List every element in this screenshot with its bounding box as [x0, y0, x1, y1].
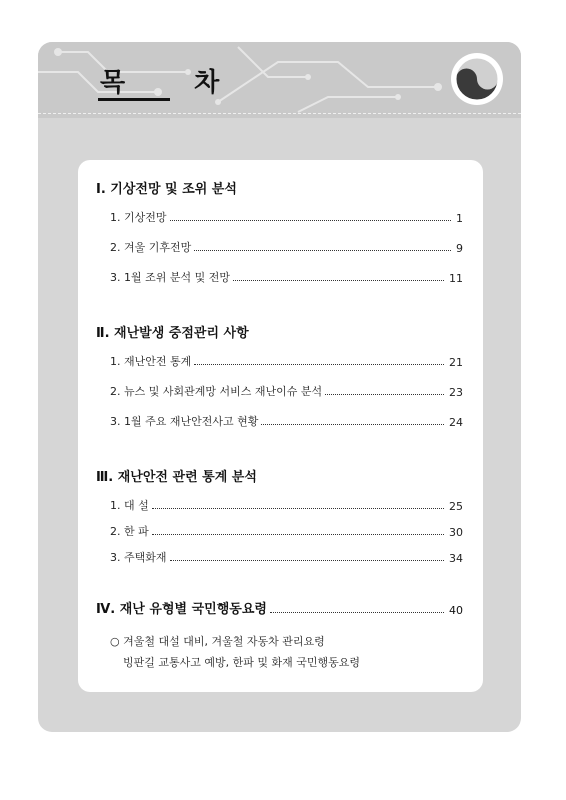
toc-entry-label: 1. 재난안전 통계	[110, 355, 192, 368]
toc-entry-page: 30	[449, 526, 463, 539]
toc-entry-page: 23	[449, 386, 463, 399]
toc-entry-label: 3. 주택화재	[110, 551, 167, 564]
header-band	[38, 42, 521, 118]
toc-entry-label: 2. 한 파	[110, 525, 149, 538]
toc-entry-label: 1. 기상전망	[110, 211, 167, 224]
toc-entry-label: 2. 뉴스 및 사회관계망 서비스 재난이슈 분석	[110, 385, 323, 398]
toc-entry[interactable]	[110, 209, 463, 225]
page-title: 목 차	[100, 68, 250, 98]
title-underline	[98, 98, 170, 101]
dot-leader	[170, 219, 452, 221]
toc-entry-page: 9	[456, 242, 463, 255]
toc-entry-page: 1	[456, 212, 463, 225]
toc-entry[interactable]	[110, 413, 463, 429]
toc-entry-page: 25	[449, 500, 463, 513]
toc-entry-label: 3. 1월 조위 분석 및 전망	[110, 271, 230, 284]
bullet-item: ○ 겨울철 대설 대비, 겨울철 자동차 관리요령	[110, 635, 325, 648]
toc-entry-page: 24	[449, 416, 463, 429]
dot-leader	[325, 393, 444, 395]
dot-leader	[152, 507, 444, 509]
section-title: Ⅰ. 기상전망 및 조위 분석	[96, 182, 237, 197]
toc-entry-page: 40	[449, 604, 463, 617]
toc-entry[interactable]	[110, 523, 463, 539]
toc-entry[interactable]	[110, 383, 463, 399]
toc-section-entry[interactable]	[96, 601, 463, 617]
toc-entry-label: 1. 대 설	[110, 499, 149, 512]
dot-leader	[152, 533, 444, 535]
toc-entry-page: 34	[449, 552, 463, 565]
page-frame	[38, 42, 521, 732]
dot-leader	[261, 423, 444, 425]
toc-entry[interactable]	[110, 239, 463, 255]
toc-entry-page: 11	[449, 272, 463, 285]
toc-entry[interactable]	[110, 497, 463, 513]
dot-leader	[194, 249, 451, 251]
toc-panel	[78, 160, 483, 692]
section-title: Ⅳ. 재난 유형별 국민행동요령	[96, 602, 267, 617]
header-divider	[38, 113, 521, 114]
toc-entry-page: 21	[449, 356, 463, 369]
toc-entry-label: 2. 겨울 기후전망	[110, 241, 192, 254]
dot-leader	[270, 611, 444, 613]
toc-entry[interactable]	[110, 353, 463, 369]
section-title: Ⅱ. 재난발생 중점관리 사항	[96, 326, 249, 341]
toc-entry[interactable]	[110, 269, 463, 285]
dot-leader	[170, 559, 445, 561]
taegeuk-emblem-icon	[449, 51, 505, 107]
dot-leader	[194, 363, 444, 365]
dot-leader	[233, 279, 444, 281]
toc-entry[interactable]	[110, 549, 463, 565]
section-title: Ⅲ. 재난안전 관련 통계 분석	[96, 470, 257, 485]
bullet-item: 빙판길 교통사고 예방, 한파 및 화재 국민행동요령	[123, 656, 360, 669]
toc-entry-label: 3. 1월 주요 재난안전사고 현황	[110, 415, 259, 428]
